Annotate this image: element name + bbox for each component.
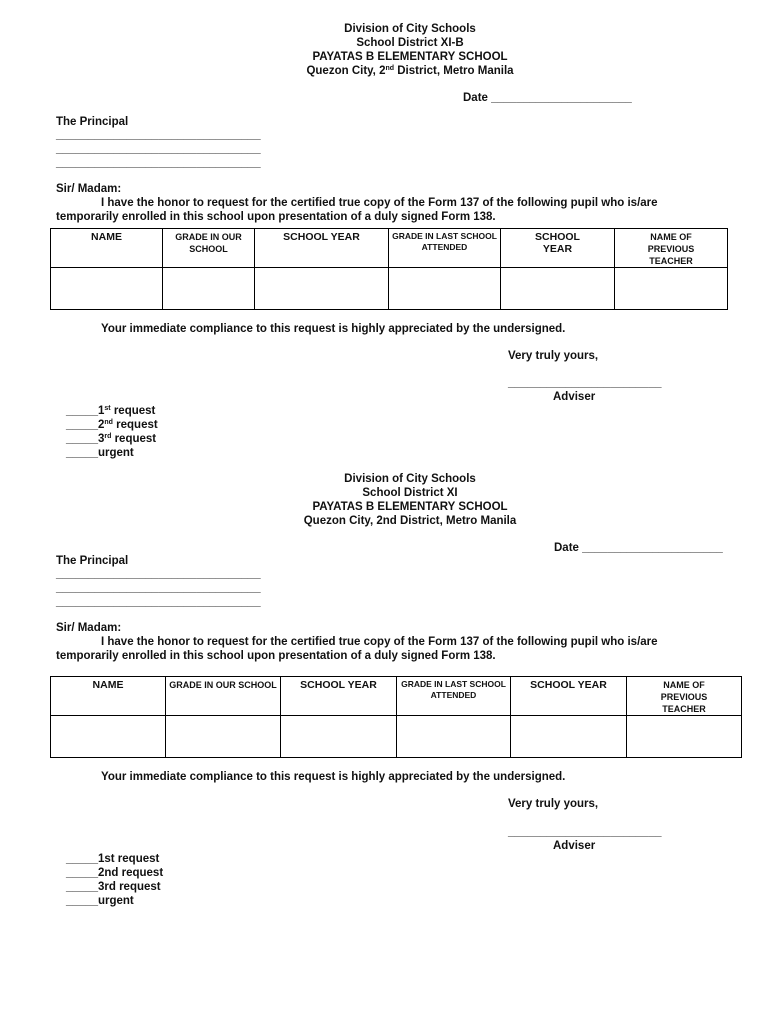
school-name: PAYATAS B ELEMENTARY SCHOOL (312, 501, 508, 513)
table-header-row (51, 229, 728, 268)
date-field[interactable]: Date ______________________ (463, 92, 632, 104)
cell-school-year-2[interactable] (511, 716, 627, 758)
salutation: Sir/ Madam: (56, 183, 122, 195)
col-header-school-year: SCHOOL YEAR (281, 677, 397, 716)
school-address: Quezon City, 2nd District, Metro Manila (303, 515, 517, 527)
division-title: Division of City Schools (344, 23, 476, 35)
cell-school-year[interactable] (281, 716, 397, 758)
table-row (51, 268, 728, 310)
principal-school-line[interactable]: ________________________________ (56, 143, 261, 155)
request-third[interactable]: _____3rd request (66, 433, 157, 445)
cell-grade-last-school[interactable] (389, 268, 501, 310)
principal-school-line[interactable]: ________________________________ (56, 582, 261, 594)
signer-label: Adviser (553, 840, 596, 852)
request-second[interactable]: _____2nd request (66, 419, 158, 431)
col-header-grade-our-school: GRADE IN OUR SCHOOL (163, 229, 255, 268)
principal-title: The Principal (56, 555, 129, 567)
pupil-table (50, 228, 728, 310)
signature-line[interactable]: ________________________ (508, 377, 662, 389)
district-title: School District XI-B (356, 37, 464, 49)
cell-school-year-2[interactable] (501, 268, 615, 310)
school-address: Quezon City, 2nd District, Metro Manila (306, 65, 514, 77)
cell-previous-teacher[interactable] (627, 716, 742, 758)
signature-line[interactable]: ________________________ (508, 826, 662, 838)
cell-grade-last-school[interactable] (397, 716, 511, 758)
closing-text: Very truly yours, (508, 798, 599, 810)
request-second[interactable]: _____2nd request (66, 867, 164, 879)
cell-grade-our-school[interactable] (166, 716, 281, 758)
col-header-school-year-2: SCHOOL YEAR (501, 229, 615, 268)
salutation: Sir/ Madam: (56, 622, 122, 634)
request-body-line-1: I have the honor to request for the certified true copy of the Form 137 of the following pupil who is/are (101, 636, 658, 648)
school-name: PAYATAS B ELEMENTARY SCHOOL (312, 51, 508, 63)
district-title: School District XI (362, 487, 458, 499)
request-third[interactable]: _____3rd request (66, 881, 161, 893)
col-header-grade-last-school: GRADE IN LAST SCHOOL ATTENDED (389, 229, 501, 268)
compliance-text: Your immediate compliance to this request is highly appreciated by the undersigned. (101, 323, 566, 335)
principal-address-line[interactable]: ________________________________ (56, 157, 261, 169)
col-header-school-year: SCHOOL YEAR (255, 229, 389, 268)
table-header-row (51, 677, 742, 716)
request-body-line-2: temporarily enrolled in this school upon presentation of a duly signed Form 138. (56, 211, 496, 223)
request-body-line-2: temporarily enrolled in this school upon presentation of a duly signed Form 138. (56, 650, 496, 662)
col-header-name: NAME (51, 677, 166, 716)
table-row (51, 716, 742, 758)
cell-school-year[interactable] (255, 268, 389, 310)
cell-previous-teacher[interactable] (615, 268, 728, 310)
col-header-school-year-2: SCHOOL YEAR (511, 677, 627, 716)
cell-grade-our-school[interactable] (163, 268, 255, 310)
division-title: Division of City Schools (344, 473, 476, 485)
col-header-previous-teacher: NAME OF PREVIOUS TEACHER (615, 229, 728, 268)
pupil-table (50, 676, 742, 758)
request-urgent[interactable]: _____urgent (66, 895, 134, 907)
principal-address-line[interactable]: ________________________________ (56, 596, 261, 608)
request-first[interactable]: _____1st request (66, 405, 156, 417)
principal-title: The Principal (56, 116, 129, 128)
compliance-text: Your immediate compliance to this request is highly appreciated by the undersigned. (101, 771, 566, 783)
principal-name-line[interactable]: ________________________________ (56, 129, 261, 141)
cell-name[interactable] (51, 716, 166, 758)
signer-label: Adviser (553, 391, 596, 403)
cell-name[interactable] (51, 268, 163, 310)
request-urgent[interactable]: _____urgent (66, 447, 134, 459)
col-header-grade-our-school: GRADE IN OUR SCHOOL (166, 677, 281, 716)
request-body-line-1: I have the honor to request for the certified true copy of the Form 137 of the following pupil who is/are (101, 197, 658, 209)
col-header-name: NAME (51, 229, 163, 268)
date-field[interactable]: Date ______________________ (554, 542, 723, 554)
col-header-grade-last-school: GRADE IN LAST SCHOOL ATTENDED (397, 677, 511, 716)
request-first[interactable]: _____1st request (66, 853, 160, 865)
col-header-previous-teacher: NAME OF PREVIOUS TEACHER (627, 677, 742, 716)
principal-name-line[interactable]: ________________________________ (56, 568, 261, 580)
closing-text: Very truly yours, (508, 350, 599, 362)
